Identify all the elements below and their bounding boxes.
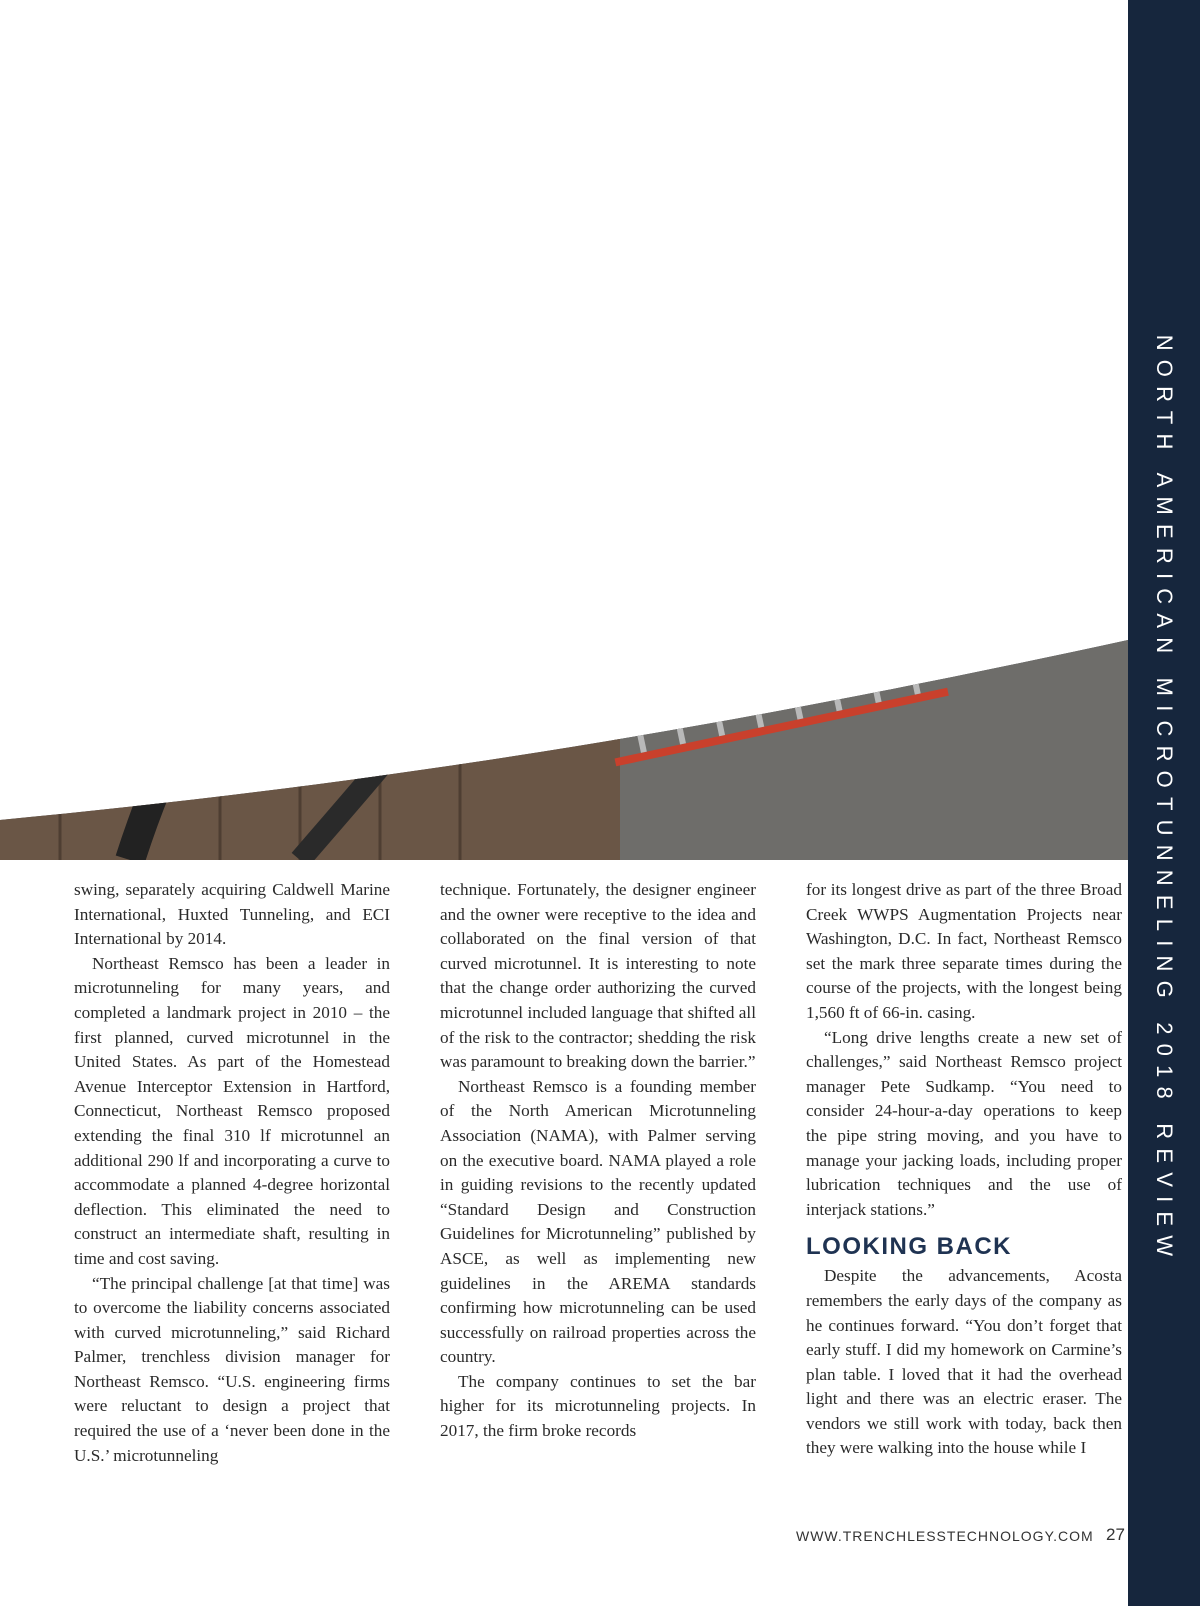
paragraph: technique. Fortunately, the designer engineer and the owner were receptive to the idea and collaborated on the final version of that curved microtunnel. It is interesting to note that the change order authorizing the curved microtunnel included language that shifted all of the risk to the contractor; shedding the risk was paramount to breaking down the barrier.”: [440, 880, 756, 1072]
footer-website: WWW.TRENCHLESSTECHNOLOGY.COM: [796, 1528, 1094, 1544]
page-number: 27: [1106, 1525, 1125, 1544]
paragraph: Northeast Remsco has been a leader in microtunneling for many years, and completed a landmark project in 2010 – the first planned, curved microtunnel in the United States. As part of the Homestead Avenue Interceptor Extension in Hartford, Connecticut, Northeast Remsco proposed extending the final 310 lf microtunnel an additional 290 lf and incorporating a curve to accommodate a planned 4-degree horizontal deflection. This eliminated the need to construct an intermediate shaft, resulting in time and cost saving.: [74, 953, 390, 1268]
section-banner: NORTH AMERICAN MICROTUNNELING 2018 REVIEW: [1152, 334, 1177, 1266]
article-column-2: [440, 878, 756, 1444]
paragraph: The company continues to set the bar higher for its microtunneling projects. In 2017, the firm broke records: [440, 1371, 756, 1441]
paragraph: “The principal challenge [at that time] was to overcome the liability concerns associated with curved microtunneling,” said Richard Palmer, trenchless division manager for Northeast Remsco. “U.S. engineering firms were reluctant to design a project that required the use of a ‘never been done in the U.S.’ microtunneling: [74, 1273, 390, 1465]
article-column-3: [806, 878, 1122, 1461]
paragraph: Northeast Remsco is a founding member of the North American Microtunneling Association (NAMA), with Palmer serving on the executive board. NAMA played a role in guiding revisions to the recently updated “Standard Design and Construction Guidelines for Microtunneling” published by ASCE, as well as implementing new guidelines in the AREMA standards confirming how microtunneling can be used successfully on railroad properties across the country.: [440, 1076, 756, 1367]
paragraph: “Long drive lengths create a new set of challenges,” said Northeast Remsco project manager Pete Sudkamp. “You need to consider 24-hour-a-day operations to keep the pipe string moving, and you have to manage your jacking loads, including proper lubrication techniques and the use of interjack stations.”: [806, 1027, 1122, 1219]
paragraph: Despite the advancements, Acosta remembers the early days of the company as he continues forward. “You don’t forget that early stuff. I did my homework on Carmine’s plan table. I loved that it had the overhead light and there was an electric eraser. The vendors we still work with today, back then they were walking into the house while I: [806, 1266, 1122, 1458]
article-column-1: [74, 878, 390, 1468]
paragraph: for its longest drive as part of the three Broad Creek WWPS Augmentation Projects near Washington, D.C. In fact, Northeast Remsco set the mark three separate times during the course of the projects, with the longest being 1,560 ft of 66-in. casing.: [806, 880, 1122, 1022]
paragraph: swing, separately acquiring Caldwell Marine International, Huxted Tunneling, and ECI International by 2014.: [74, 880, 390, 949]
section-heading: LOOKING BACK: [806, 1233, 1012, 1261]
